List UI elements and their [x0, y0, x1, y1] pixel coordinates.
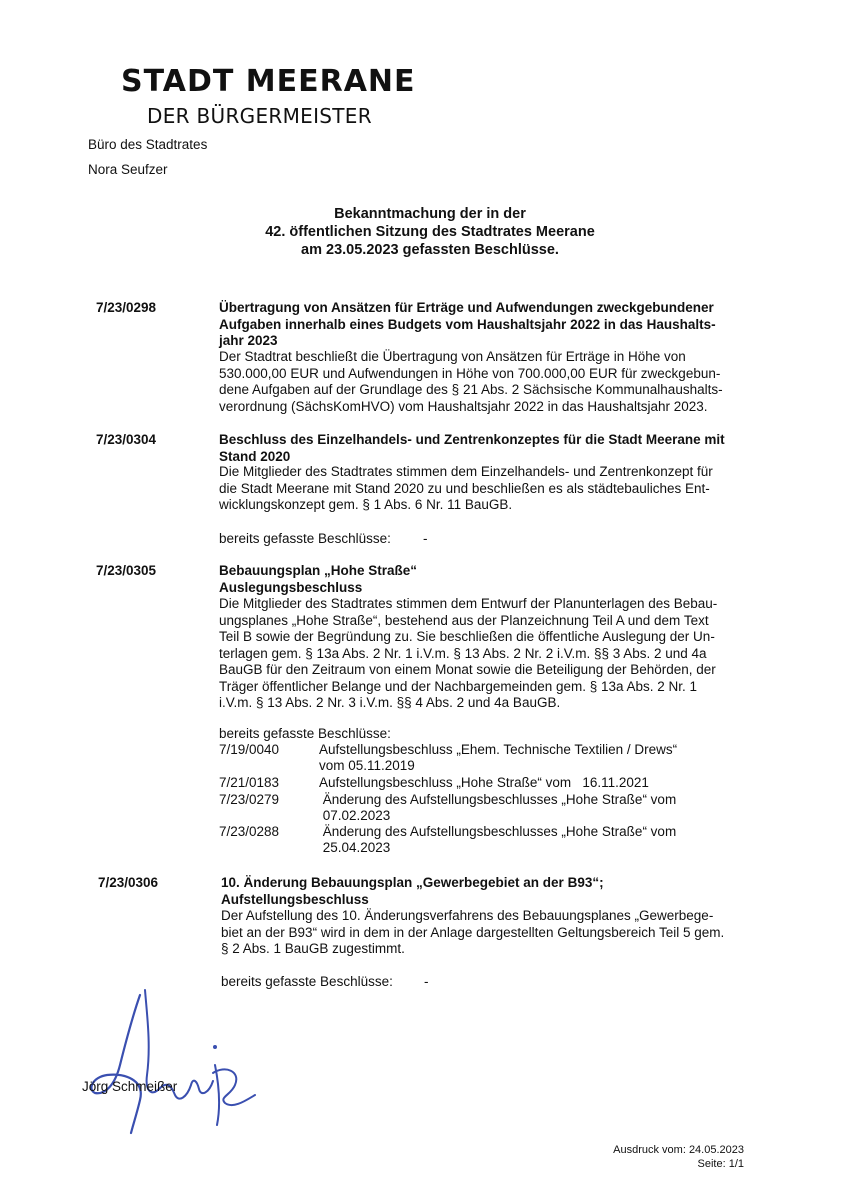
- print-date: Ausdruck vom: 24.05.2023: [613, 1144, 744, 1156]
- resolution-text: Die Mitglieder des Stadtrates stimmen dem Entwurf der Planunterlagen des Bebau- ungsplanes „Hohe Straße“, bestehend aus der Planzeichnung Teil A und dem Text Teil B sowie der Begründung zu. Sie beschließen die öffentliche Auslegung der Un- terlagen gem. § 13a Abs. 2 Nr. 1 i.V.m. § 13 Abs. 2 Nr. 2 i.V.m. §§ 3 Abs. 2 und 4a BauGB für den Zeitraum von einem Monat sowie die Beteiligung der Behörden, der Träger öffentlicher Belange und der Nachbargemeinden gem. § 13a Abs. 2 Nr. 1 i.V.m. § 13 Abs. 2 Nr. 3 i.V.m. §§ 4 Abs. 2 und 4a BauGB.: [219, 596, 718, 710]
- resolution-title: Beschluss des Einzelhandels- und Zentrenkonzeptes für die Stadt Meerane mit Stand 2020: [219, 432, 725, 464]
- sender-department: Büro des Stadtrates: [88, 137, 208, 152]
- heading-line-2: 42. öffentlichen Sitzung des Stadtrates Meerane: [265, 224, 595, 240]
- previous-resolutions-value: -: [424, 974, 429, 989]
- resolution-number: 7/23/0304: [96, 432, 157, 447]
- letterhead-city: STADT MEERANE: [121, 64, 416, 99]
- signer-name: Jörg Schmeißer: [82, 1079, 178, 1094]
- resolution-title: 10. Änderung Bebauungsplan „Gewerbegebiet an der B93“; Aufstellungsbeschluss: [221, 875, 604, 907]
- heading-line-3: am 23.05.2023 gefassten Beschlüsse.: [301, 242, 559, 258]
- previous-resolutions-label: bereits gefasste Beschlüsse:: [221, 974, 393, 989]
- heading-line-1: Bekanntmachung der in der: [334, 206, 526, 222]
- previous-resolutions-value: -: [423, 531, 428, 546]
- resolution-title: Bebauungsplan „Hohe Straße“ Auslegungsbeschluss: [219, 563, 418, 595]
- document-heading: [180, 205, 680, 259]
- resolution-text: Der Stadtrat beschließt die Übertragung von Ansätzen für Erträge in Höhe von 530.000,00 EUR und Aufwendungen in Höhe von 700.000,00 EUR für zweckgebun- dene Aufgaben auf der Grundlage des § 21 Abs. 2 Sächsische Kommunalhaushalts- verordnung (SächsKomHVO) vom Haushaltsjahr 2022 in das Haushaltsjahr 2023.: [219, 349, 723, 414]
- resolution-text: Der Aufstellung des 10. Änderungsverfahrens des Bebauungsplanes „Gewerbege- biet an der B93“ wird in dem in der Anlage dargestellten Geltungsbereich Teil 5 gem. § 2 Abs. 1 BauGB zugestimmt.: [221, 908, 725, 956]
- resolution-text: Die Mitglieder des Stadtrates stimmen dem Einzelhandels- und Zentrenkonzept für die Stadt Meerane mit Stand 2020 zu und beschließen es als städtebauliches Ent- wicklungskonzept gem. § 1 Abs. 6 Nr. 11 BauGB.: [219, 464, 713, 512]
- resolution-title: Übertragung von Ansätzen für Erträge und Aufwendungen zweckgebundener Aufgaben innerhalb eines Budgets vom Haushaltsjahr 2022 in das Haushalts- jahr 2023: [219, 300, 716, 348]
- sender-name: Nora Seufzer: [88, 162, 168, 177]
- letterhead-office: DER BÜRGERMEISTER: [147, 104, 372, 128]
- resolution-number: 7/23/0298: [96, 300, 157, 315]
- handwritten-signature: [85, 985, 265, 1135]
- resolution-number: 7/23/0306: [98, 875, 159, 890]
- previous-resolutions-label: bereits gefasste Beschlüsse:: [219, 531, 391, 546]
- page-number: Seite: 1/1: [697, 1158, 744, 1170]
- previous-resolutions-label: bereits gefasste Beschlüsse:: [219, 726, 391, 741]
- resolution-number: 7/23/0305: [96, 563, 157, 578]
